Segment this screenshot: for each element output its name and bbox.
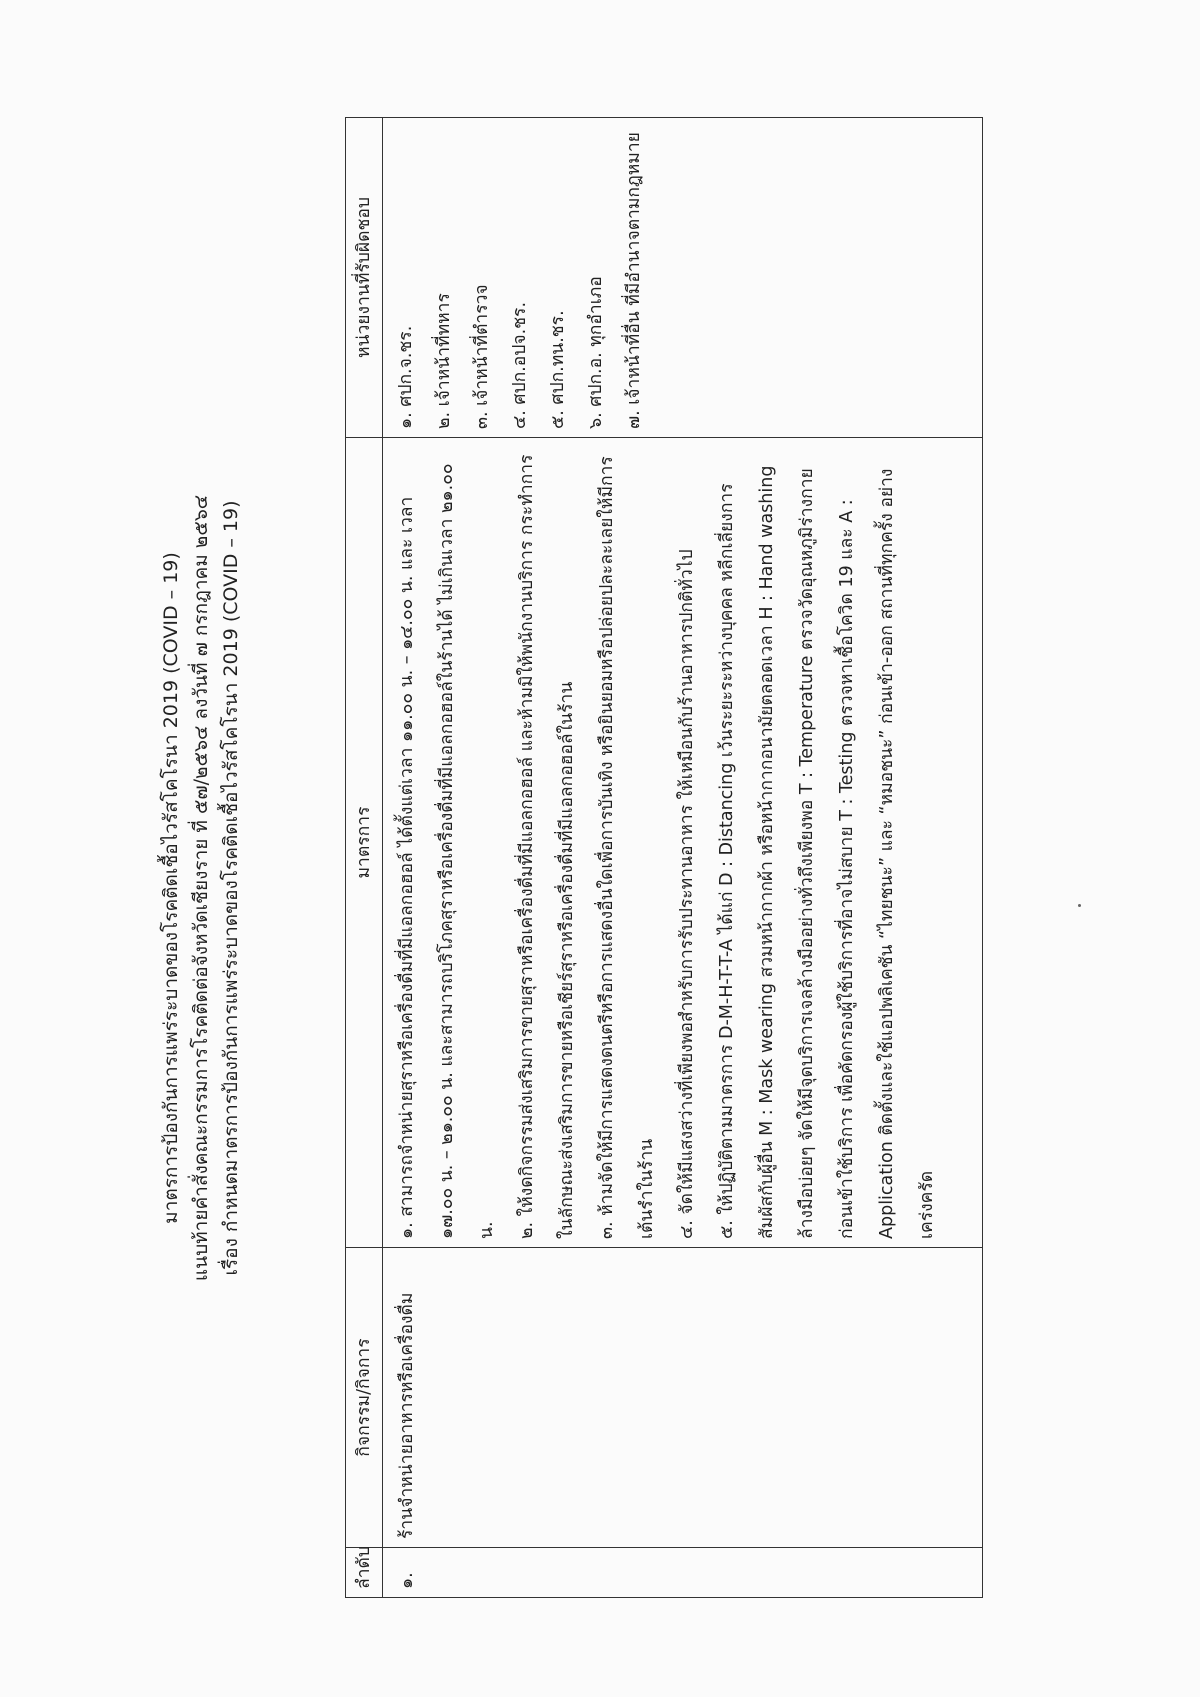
agency-item: ๒. เจ้าหน้าที่ทหาร [434,293,454,429]
measure-item: ๒. ให้งดกิจกรรมส่งเสริมการขายสุราหรือเครื่องดื่มที่มีแอลกอฮอล์ และห้ามมิให้พนักงานบริการ กระทำการในลักษณะส่งเสริมการขายหรือเชียร์สุราหรือเครื่องดื่มที่มีแอลกอฮอล์ในร้าน [517,454,577,1239]
header-no: ลำดับ [346,1548,383,1598]
measure-item: ๔. จัดให้มีแสงสว่างที่เพียงพอสำหรับการรับประทานอาหาร ให้เหมือนกับร้านอาหารปกติทั่วไป [677,549,697,1239]
header-line-3: เรื่อง กำหนดมาตรการป้องกันการแพร่ระบาดของโรคติดเชื้อไวรัสโคโรนา 2019 (COVID – 19) [220,500,242,1276]
header-agencies: หน่วยงานที่รับผิดชอบ [346,118,383,438]
row-no: ๑. [383,1548,983,1598]
agency-item: ๑. ศปก.จ.ชร. [396,325,416,429]
row-agencies [383,118,983,438]
agency-item: ๗. เจ้าหน้าที่อื่น ที่มีอำนาจตามกฎหมาย [624,132,644,429]
measure-item: ๓. ห้ามจัดให้มีการแสดงดนตรีหรือการแสดงอื่นใดเพื่อการบันเทิง หรือยินยอมหรือปล่อยปละละเลยให้มีการเต้นรำในร้าน [597,456,657,1239]
measures-table [345,117,983,1598]
table-row [383,118,983,1598]
row-measures [383,438,983,1248]
scan-speck [1078,904,1081,907]
agency-item: ๖. ศปก.อ. ทุกอำเภอ [586,276,606,429]
document-header [156,138,346,1638]
rotated-page-content [150,132,970,1638]
measure-item: ๕. ให้ปฏิบัติตามมาตรการ D-M-H-T-T-A ได้แก่ D : Distancing เว้นระยะระหว่างบุคคล หลีกเลี่ยงการสัมผัสกับผู้อื่น M : Mask wearing สวมหน้ากากผ้า หรือหน้ากากอนามัยตลอดเวลา H : Hand washing ล้างมือบ่อยๆ จัดให้มีจุดบริการเจลล้างมืออย่างทั่วถึงเพียงพอ T : Temperature ตรวจวัดอุณหภูมิร่างกายก่อนเข้าใช้บริการ เพื่อคัดกรองผู้ใช้บริการที่อาจไม่สบาย T : Testing ตรวจหาเชื้อโควิด 19 และ A : Application ติดตั้งและใช้แอปพลิเคชัน “ไทยชนะ” และ “หมอชนะ” ก่อนเข้า-ออก สถานที่ทุกครั้ง อย่างเคร่งครัด [717,465,937,1239]
agency-item: ๕. ศปก.ทน.ชร. [548,310,568,429]
header-measures: มาตรการ [346,438,383,1248]
table-header-row [346,118,383,1598]
measure-item: ๑. สามารถจำหน่ายสุราหรือเครื่องดื่มที่มีแอลกอฮอล์ ได้ตั้งแต่เวลา ๑๑.๐๐ น. – ๑๔.๐๐ น. และ เวลา ๑๗.๐๐ น. – ๒๑.๐๐ น. และสามารถบริโภคสุราหรือเครื่องดื่มที่มีแอลกอฮอล์ในร้านได้ ไม่เกินเวลา ๒๑.๐๐ น. [397,463,497,1239]
header-line-1: มาตรการป้องกันการแพร่ระบาดของโรคติดเชื้อไวรัสโคโรนา 2019 (COVID – 19) [160,552,182,1224]
header-activity: กิจกรรม/กิจการ [346,1248,383,1548]
header-line-2: แนบท้ายคำสั่งคณะกรรมการโรคติดต่อจังหวัดเชียงราย ที่ ๕๗/๒๕๖๔ ลงวันที่ ๗ กรกฎาคม ๒๕๖๔ [190,494,212,1282]
row-activity: ร้านจำหน่ายอาหารหรือเครื่องดื่ม [383,1248,983,1548]
agency-item: ๔. ศปก.อปจ.ชร. [510,301,530,429]
agency-item: ๓. เจ้าหน้าที่ตำรวจ [472,284,492,429]
